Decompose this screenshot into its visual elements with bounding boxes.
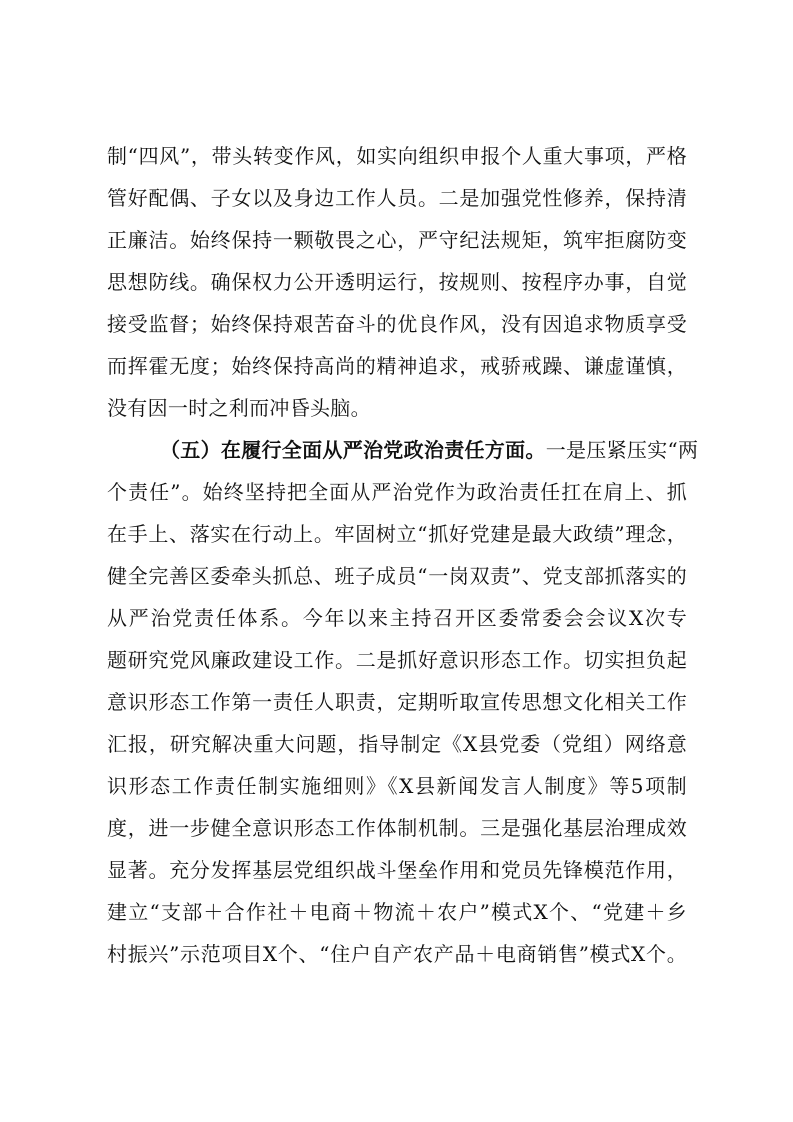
body-text-line: 汇报，研究解决重大问题，指导制定《X县党委（党组）网络意 [107, 732, 687, 756]
body-text-line: 识形态工作责任制实施细则》《X县新闻发言人制度》等5项制 [107, 774, 687, 798]
body-text-line: 意识形态工作第一责任人职责，定期听取宣传思想文化相关工作 [107, 690, 687, 714]
body-text-line: 制“四风”，带头转变作风，如实向组织申报个人重大事项，严格 [107, 144, 687, 168]
section-heading: （五）在履行全面从严治党政治责任方面。 [160, 438, 546, 462]
body-text-line: 村振兴”示范项目X个、“住户自产农产品＋电商销售”模式X个。 [107, 942, 687, 966]
body-text-line: 建立“支部＋合作社＋电商＋物流＋农户”模式X个、“党建＋乡 [107, 900, 687, 924]
body-text-line: 健全完善区委牵头抓总、班子成员“一岗双责”、党支部抓落实的 [107, 564, 687, 588]
body-text-line: 个责任”。始终坚持把全面从严治党作为政治责任扛在肩上、抓 [107, 480, 687, 504]
body-text-line: 管好配偶、子女以及身边工作人员。二是加强党性修养，保持清 [107, 186, 687, 210]
body-text-line: 题研究党风廉政建设工作。二是抓好意识形态工作。切实担负起 [107, 648, 687, 672]
body-text-line: 在手上、落实在行动上。牢固树立“抓好党建是最大政绩”理念， [107, 522, 687, 546]
body-text-line: 接受监督；始终保持艰苦奋斗的优良作风，没有因追求物质享受 [107, 312, 687, 336]
body-text-line: 显著。充分发挥基层党组织战斗堡垒作用和党员先锋模范作用， [107, 858, 687, 882]
body-text-line: 没有因一时之利而冲昏头脑。 [107, 396, 371, 420]
body-text-span: 一是压紧压实“两 [545, 438, 699, 462]
body-text-line: 而挥霍无度；始终保持高尚的精神追求，戒骄戒躁、谦虚谨慎， [107, 354, 687, 378]
body-text-line: 从严治党责任体系。今年以来主持召开区委常委会会议X次专 [107, 606, 687, 630]
body-text-line: 度，进一步健全意识形态工作体制机制。三是强化基层治理成效 [107, 816, 687, 840]
section-heading-line [160, 430, 699, 470]
body-text-line: 思想防线。确保权力公开透明运行，按规则、按程序办事，自觉 [107, 270, 687, 294]
body-text-line: 正廉洁。始终保持一颗敬畏之心，严守纪法规矩，筑牢拒腐防变 [107, 228, 687, 252]
